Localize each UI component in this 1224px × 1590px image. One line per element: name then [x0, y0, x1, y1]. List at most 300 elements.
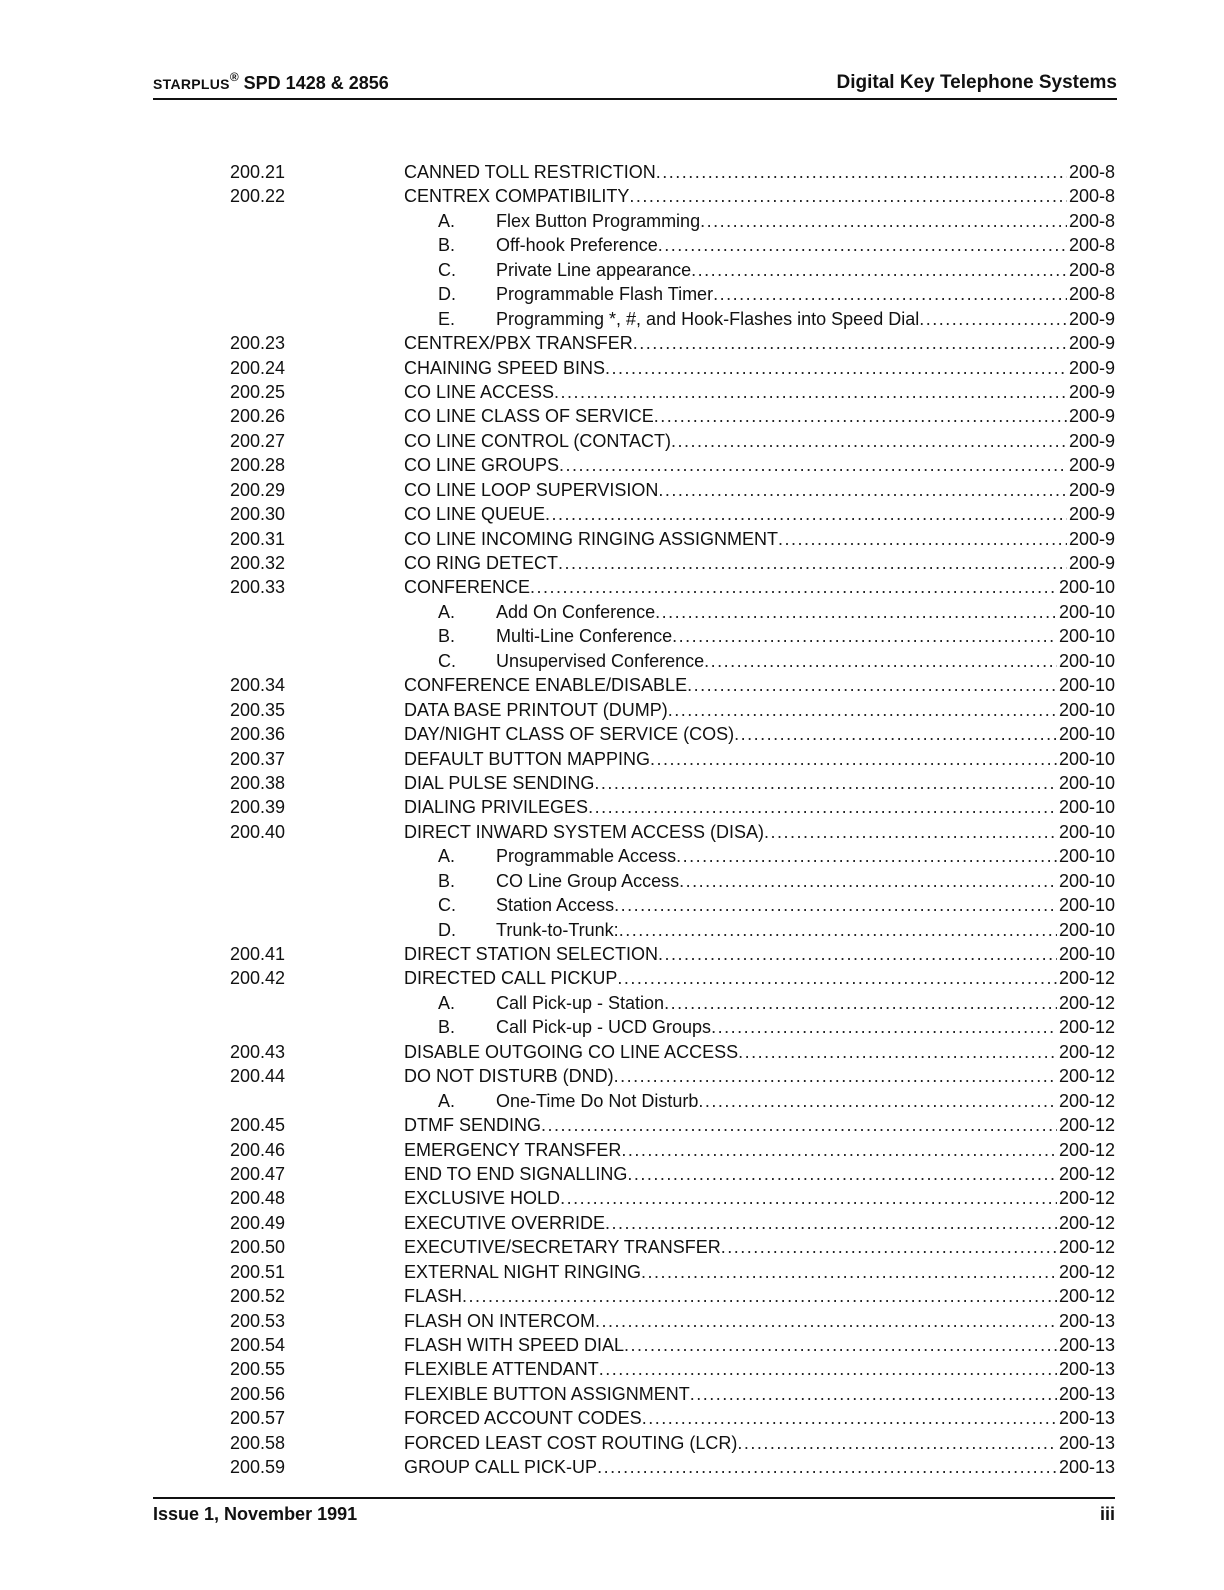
toc-entry — [404, 575, 1115, 599]
toc-entry — [404, 747, 1115, 771]
toc-row — [230, 649, 1115, 673]
entry-title: Call Pick-up - UCD Groups — [496, 1017, 712, 1038]
section-number: 200.32 — [230, 553, 286, 573]
entry-title: FLEXIBLE ATTENDANT — [404, 1359, 599, 1380]
dot-leader — [738, 1040, 1057, 1064]
entry-page: 200-12 — [1058, 1163, 1115, 1184]
dot-leader — [621, 1138, 1057, 1162]
toc-row — [230, 404, 1115, 428]
toc-entry — [438, 307, 1115, 331]
section-number: 200.38 — [230, 772, 286, 793]
entry-title: DIRECT INWARD SYSTEM ACCESS (DISA) — [404, 821, 765, 842]
toc-entry — [438, 600, 1115, 624]
section-number: 200.33 — [230, 577, 286, 598]
section-number: 200.30 — [230, 504, 286, 525]
page-number: iii — [1099, 1504, 1115, 1524]
toc-row — [230, 160, 1115, 184]
toc-row — [230, 1162, 1115, 1186]
toc-entry — [404, 478, 1115, 502]
entry-title: FLASH — [404, 1286, 463, 1307]
toc-entry — [404, 1260, 1115, 1284]
system-title: Digital Key Telephone Systems — [836, 72, 1117, 93]
section-number: 200.36 — [230, 724, 286, 745]
dot-leader — [658, 478, 1067, 502]
toc-row — [230, 551, 1115, 575]
section-number: 200.25 — [230, 381, 286, 402]
entry-title: DTMF SENDING — [404, 1115, 541, 1136]
entry-page: 200-9 — [1068, 357, 1115, 378]
entry-page: 200-12 — [1058, 1139, 1115, 1160]
toc-entry — [438, 282, 1115, 306]
toc-row — [230, 209, 1115, 233]
toc-row — [230, 1284, 1115, 1308]
entry-page: 200-8 — [1068, 210, 1115, 231]
entry-title: CO Line Group Access — [496, 870, 680, 891]
entry-title: Programming *, #, and Hook-Flashes into Speed Dial — [496, 308, 920, 329]
entry-page: 200-10 — [1058, 650, 1115, 671]
entry-page: 200-12 — [1058, 1041, 1115, 1062]
toc-row — [230, 1211, 1115, 1235]
entry-page: 200-13 — [1058, 1359, 1115, 1380]
entry-page: 200-10 — [1058, 699, 1115, 720]
section-number: 200.55 — [230, 1359, 286, 1380]
dot-leader — [671, 429, 1067, 453]
entry-page: 200-13 — [1058, 1457, 1115, 1478]
entry-page: 200-13 — [1058, 1335, 1115, 1355]
toc-entry — [404, 527, 1115, 551]
entry-title: CO RING DETECT — [404, 553, 559, 573]
toc-row — [230, 307, 1115, 331]
section-number: 200.23 — [230, 333, 286, 354]
dot-leader — [919, 307, 1067, 331]
entry-page: 200-10 — [1058, 870, 1115, 891]
entry-page: 200-10 — [1058, 626, 1115, 647]
toc-row — [230, 966, 1115, 990]
subsection-letter: A. — [438, 992, 456, 1013]
entry-page: 200-12 — [1058, 1188, 1115, 1209]
section-number: 200.48 — [230, 1188, 286, 1209]
entry-title: Station Access — [496, 895, 615, 916]
subsection-letter: D. — [438, 919, 456, 940]
dot-leader — [737, 1431, 1057, 1455]
entry-page: 200-10 — [1058, 919, 1115, 940]
toc-row — [230, 1431, 1115, 1455]
entry-page: 200-10 — [1058, 748, 1115, 769]
dot-leader — [614, 893, 1057, 917]
toc-entry — [438, 991, 1115, 1015]
entry-title: CO LINE GROUPS — [404, 455, 560, 476]
dot-leader — [617, 966, 1057, 990]
entry-page: 200-10 — [1058, 724, 1115, 745]
entry-title: CO LINE CLASS OF SERVICE — [404, 406, 654, 427]
entry-page: 200-10 — [1058, 895, 1115, 916]
section-number: 200.44 — [230, 1066, 286, 1087]
toc-entry — [404, 453, 1115, 477]
toc-entry — [404, 1406, 1115, 1430]
entry-page: 200-12 — [1058, 992, 1115, 1013]
entry-title: FORCED ACCOUNT CODES — [404, 1408, 642, 1429]
toc-row — [230, 722, 1115, 746]
brand-name: STARPLUS — [153, 76, 230, 92]
entry-title: DIAL PULSE SENDING — [404, 772, 595, 793]
toc-row — [230, 184, 1115, 208]
subsection-letter: C. — [438, 895, 456, 916]
toc-entry — [404, 820, 1115, 844]
toc-entry — [404, 673, 1115, 697]
toc-entry — [404, 1186, 1115, 1210]
toc-entry — [404, 1333, 1115, 1357]
entry-title: Trunk-to-Trunk: — [496, 919, 619, 940]
entry-page: 200-13 — [1058, 1408, 1115, 1429]
subsection-letter: B. — [438, 235, 456, 256]
toc-entry — [404, 404, 1115, 428]
dot-leader — [676, 844, 1057, 868]
subsection-letter: B. — [438, 870, 456, 891]
toc-entry — [404, 331, 1115, 355]
entry-title: CHAINING SPEED BINS — [404, 357, 606, 378]
entry-page: 200-12 — [1058, 1115, 1115, 1136]
dot-leader — [545, 502, 1067, 526]
entry-title: EXCLUSIVE HOLD — [404, 1188, 561, 1209]
dot-leader — [541, 1113, 1057, 1137]
toc-row — [230, 356, 1115, 380]
toc-entry — [404, 1382, 1115, 1406]
toc-entry — [404, 966, 1115, 990]
toc-row — [230, 844, 1115, 868]
section-number: 200.49 — [230, 1212, 286, 1233]
entry-page: 200-9 — [1068, 333, 1115, 354]
entry-page: 200-10 — [1058, 577, 1115, 598]
entry-title: CO LINE ACCESS — [404, 381, 555, 402]
dot-leader — [656, 160, 1067, 184]
entry-title: DISABLE OUTGOING CO LINE ACCESS — [404, 1041, 739, 1062]
toc-row — [230, 380, 1115, 404]
section-number: 200.59 — [230, 1457, 286, 1478]
section-number: 200.41 — [230, 944, 286, 964]
section-number: 200.45 — [230, 1115, 286, 1136]
entry-page: 200-12 — [1058, 1237, 1115, 1258]
entry-page: 200-12 — [1058, 1212, 1115, 1233]
dot-leader — [687, 673, 1057, 697]
entry-page: 200-13 — [1058, 1432, 1115, 1453]
toc-entry — [404, 160, 1115, 184]
dot-leader — [627, 1162, 1057, 1186]
entry-title: Programmable Access — [496, 846, 677, 867]
entry-page: 200-12 — [1058, 1066, 1115, 1087]
section-number: 200.29 — [230, 479, 286, 500]
dot-leader — [554, 380, 1067, 404]
entry-page: 200-12 — [1058, 968, 1115, 989]
entry-page: 200-8 — [1068, 259, 1115, 280]
toc-entry — [404, 1357, 1115, 1381]
dot-leader — [530, 575, 1057, 599]
toc-row — [230, 624, 1115, 648]
dot-leader — [704, 649, 1057, 673]
dot-leader — [658, 233, 1067, 257]
toc-entry — [404, 1138, 1115, 1162]
entry-page: 200-9 — [1068, 430, 1115, 451]
subsection-letter: A. — [438, 601, 456, 622]
toc-row — [230, 893, 1115, 917]
toc-row — [230, 527, 1115, 551]
entry-title: DEFAULT BUTTON MAPPING — [404, 748, 651, 769]
subsection-letter: B. — [438, 626, 456, 647]
section-number: 200.26 — [230, 406, 286, 427]
dot-leader — [654, 404, 1067, 428]
toc-entry — [404, 1040, 1115, 1064]
section-number: 200.50 — [230, 1237, 286, 1258]
dot-leader — [605, 1211, 1057, 1235]
subsection-letter: A. — [438, 1090, 456, 1111]
dot-leader — [713, 282, 1067, 306]
toc-entry — [438, 844, 1115, 868]
toc-row — [230, 747, 1115, 771]
toc-row — [230, 233, 1115, 257]
toc-entry — [438, 233, 1115, 257]
section-number: 200.40 — [230, 821, 286, 842]
entry-title: Call Pick-up - Station — [496, 992, 665, 1013]
dot-leader — [650, 747, 1057, 771]
toc-row — [230, 331, 1115, 355]
entry-title: END TO END SIGNALLING — [404, 1163, 628, 1184]
toc-row — [230, 795, 1115, 819]
toc-entry — [404, 356, 1115, 380]
entry-page: 200-8 — [1068, 186, 1115, 207]
entry-page: 200-10 — [1058, 797, 1115, 818]
entry-title: CO LINE QUEUE — [404, 504, 546, 525]
section-number: 200.43 — [230, 1041, 286, 1062]
toc-row — [230, 1455, 1115, 1479]
entry-page: 200-10 — [1058, 772, 1115, 793]
entry-title: FORCED LEAST COST ROUTING (LCR) — [404, 1432, 738, 1453]
entry-title: GROUP CALL PICK-UP — [404, 1457, 598, 1478]
dot-leader — [624, 1333, 1057, 1357]
entry-page: 200-9 — [1068, 553, 1115, 573]
dot-leader — [605, 356, 1067, 380]
toc-entry — [404, 502, 1115, 526]
entry-page: 200-9 — [1068, 479, 1115, 500]
entry-title: CO LINE INCOMING RINGING ASSIGNMENT — [404, 528, 779, 549]
dot-leader — [691, 258, 1067, 282]
dot-leader — [711, 1015, 1057, 1039]
entry-page: 200-9 — [1068, 381, 1115, 402]
section-number: 200.24 — [230, 357, 286, 378]
product-name — [153, 70, 389, 94]
entry-page: 200-10 — [1058, 944, 1115, 964]
page-footer — [153, 1497, 1115, 1524]
dot-leader — [560, 1186, 1057, 1210]
entry-page: 200-9 — [1068, 406, 1115, 427]
entry-title: Multi-Line Conference — [496, 626, 673, 647]
toc-row — [230, 258, 1115, 282]
entry-title: CENTREX COMPATIBILITY — [404, 186, 630, 207]
dot-leader — [588, 795, 1057, 819]
section-number: 200.31 — [230, 528, 286, 549]
dot-leader — [700, 209, 1067, 233]
entry-title: FLASH ON INTERCOM — [404, 1310, 596, 1331]
entry-title: Unsupervised Conference — [496, 650, 705, 671]
section-number: 200.39 — [230, 797, 286, 818]
subsection-letter: D. — [438, 284, 456, 305]
entry-title: CO LINE CONTROL (CONTACT) — [404, 430, 672, 451]
entry-page: 200-10 — [1058, 675, 1115, 696]
entry-title: EMERGENCY TRANSFER — [404, 1139, 622, 1160]
dot-leader — [559, 453, 1067, 477]
entry-title: Programmable Flash Timer — [496, 284, 714, 305]
section-number: 200.52 — [230, 1286, 286, 1307]
toc-entry — [404, 429, 1115, 453]
section-number: 200.56 — [230, 1383, 286, 1404]
entry-page: 200-9 — [1068, 308, 1115, 329]
toc-entry — [404, 1235, 1115, 1259]
toc-entry — [404, 380, 1115, 404]
entry-title: DATA BASE PRINTOUT (DUMP) — [404, 699, 668, 720]
dot-leader — [698, 1089, 1057, 1113]
entry-page: 200-10 — [1058, 821, 1115, 842]
entry-page: 200-12 — [1058, 1261, 1115, 1282]
entry-title: Off-hook Preference — [496, 235, 658, 256]
toc-entry — [404, 551, 1115, 575]
toc-row — [230, 1333, 1115, 1357]
toc-row — [230, 1064, 1115, 1088]
section-number: 200.47 — [230, 1163, 286, 1184]
entry-title: DIALING PRIVILEGES — [404, 797, 589, 818]
dot-leader — [462, 1284, 1057, 1308]
table-of-contents — [230, 160, 1115, 1480]
dot-leader — [655, 600, 1057, 624]
entry-page: 200-8 — [1068, 284, 1115, 305]
entry-title: DAY/NIGHT CLASS OF SERVICE (COS) — [404, 724, 735, 745]
section-number: 200.57 — [230, 1408, 286, 1429]
toc-entry — [404, 1455, 1115, 1479]
toc-row — [230, 600, 1115, 624]
model-number: SPD 1428 & 2856 — [243, 73, 389, 93]
toc-entry — [438, 869, 1115, 893]
toc-row — [230, 869, 1115, 893]
subsection-letter: C. — [438, 650, 456, 671]
toc-row — [230, 1089, 1115, 1113]
toc-entry — [438, 624, 1115, 648]
entry-page: 200-13 — [1058, 1310, 1115, 1331]
toc-row — [230, 1406, 1115, 1430]
dot-leader — [614, 1064, 1057, 1088]
toc-entry — [404, 1162, 1115, 1186]
toc-row — [230, 1357, 1115, 1381]
entry-page: 200-10 — [1058, 846, 1115, 867]
entry-page: 200-9 — [1068, 504, 1115, 525]
dot-leader — [664, 991, 1057, 1015]
section-number: 200.58 — [230, 1432, 286, 1453]
section-number: 200.53 — [230, 1310, 286, 1331]
entry-title: EXECUTIVE/SECRETARY TRANSFER — [404, 1237, 721, 1258]
dot-leader — [633, 331, 1067, 355]
entry-title: EXTERNAL NIGHT RINGING — [404, 1261, 642, 1282]
toc-entry — [404, 795, 1115, 819]
dot-leader — [778, 527, 1067, 551]
issue-date: Issue 1, November 1991 — [153, 1504, 358, 1524]
entry-title: Add On Conference — [496, 601, 656, 622]
entry-title: Flex Button Programming — [496, 210, 701, 231]
toc-entry — [438, 1089, 1115, 1113]
dot-leader — [597, 1455, 1057, 1479]
toc-row — [230, 771, 1115, 795]
toc-entry — [438, 649, 1115, 673]
toc-row — [230, 942, 1115, 966]
section-number: 200.42 — [230, 968, 286, 989]
dot-leader — [558, 551, 1067, 575]
toc-row — [230, 1235, 1115, 1259]
toc-row — [230, 991, 1115, 1015]
entry-page: 200-9 — [1068, 455, 1115, 476]
toc-row — [230, 918, 1115, 942]
section-number: 200.34 — [230, 675, 286, 696]
entry-title: CONFERENCE ENABLE/DISABLE — [404, 675, 688, 696]
entry-title: CONFERENCE — [404, 577, 531, 598]
subsection-letter: A. — [438, 210, 456, 231]
entry-page: 200-9 — [1068, 528, 1115, 549]
entry-title: FLEXIBLE BUTTON ASSIGNMENT — [404, 1383, 690, 1404]
dot-leader — [672, 624, 1057, 648]
section-number: 200.21 — [230, 162, 286, 182]
dot-leader — [690, 1382, 1057, 1406]
toc-row — [230, 1138, 1115, 1162]
toc-entry — [404, 1064, 1115, 1088]
toc-entry — [404, 698, 1115, 722]
dot-leader — [641, 1260, 1057, 1284]
entry-title: DO NOT DISTURB (DND) — [404, 1066, 614, 1087]
toc-entry — [438, 209, 1115, 233]
entry-page: 200-8 — [1068, 235, 1115, 256]
subsection-letter: C. — [438, 259, 456, 280]
section-number: 200.22 — [230, 186, 286, 207]
entry-title: CO LINE LOOP SUPERVISION — [404, 479, 659, 500]
entry-page: 200-13 — [1058, 1383, 1115, 1404]
section-number: 200.27 — [230, 430, 286, 451]
dot-leader — [642, 1406, 1057, 1430]
subsection-letter: A. — [438, 846, 456, 867]
section-number: 200.35 — [230, 699, 286, 720]
entry-title: CENTREX/PBX TRANSFER — [404, 333, 633, 354]
entry-title: FLASH WITH SPEED DIAL — [404, 1335, 625, 1355]
toc-row — [230, 1113, 1115, 1137]
dot-leader — [594, 771, 1057, 795]
toc-row — [230, 282, 1115, 306]
dot-leader — [599, 1357, 1057, 1381]
entry-page: 200-12 — [1058, 1286, 1115, 1307]
toc-row — [230, 429, 1115, 453]
toc-entry — [404, 722, 1115, 746]
subsection-letter: B. — [438, 1017, 456, 1038]
toc-entry — [404, 1284, 1115, 1308]
entry-title: DIRECTED CALL PICKUP — [404, 968, 618, 989]
toc-row — [230, 673, 1115, 697]
dot-leader — [658, 942, 1057, 966]
toc-entry — [438, 893, 1115, 917]
entry-title: One-Time Do Not Disturb — [496, 1090, 699, 1111]
entry-page: 200-8 — [1068, 162, 1115, 182]
toc-row — [230, 1015, 1115, 1039]
section-number: 200.46 — [230, 1139, 286, 1160]
toc-row — [230, 453, 1115, 477]
section-number: 200.28 — [230, 455, 286, 476]
toc-entry — [438, 1015, 1115, 1039]
toc-row — [230, 1309, 1115, 1333]
toc-row — [230, 1260, 1115, 1284]
toc-row — [230, 820, 1115, 844]
toc-entry — [404, 771, 1115, 795]
toc-row — [230, 1186, 1115, 1210]
entry-page: 200-12 — [1058, 1090, 1115, 1111]
